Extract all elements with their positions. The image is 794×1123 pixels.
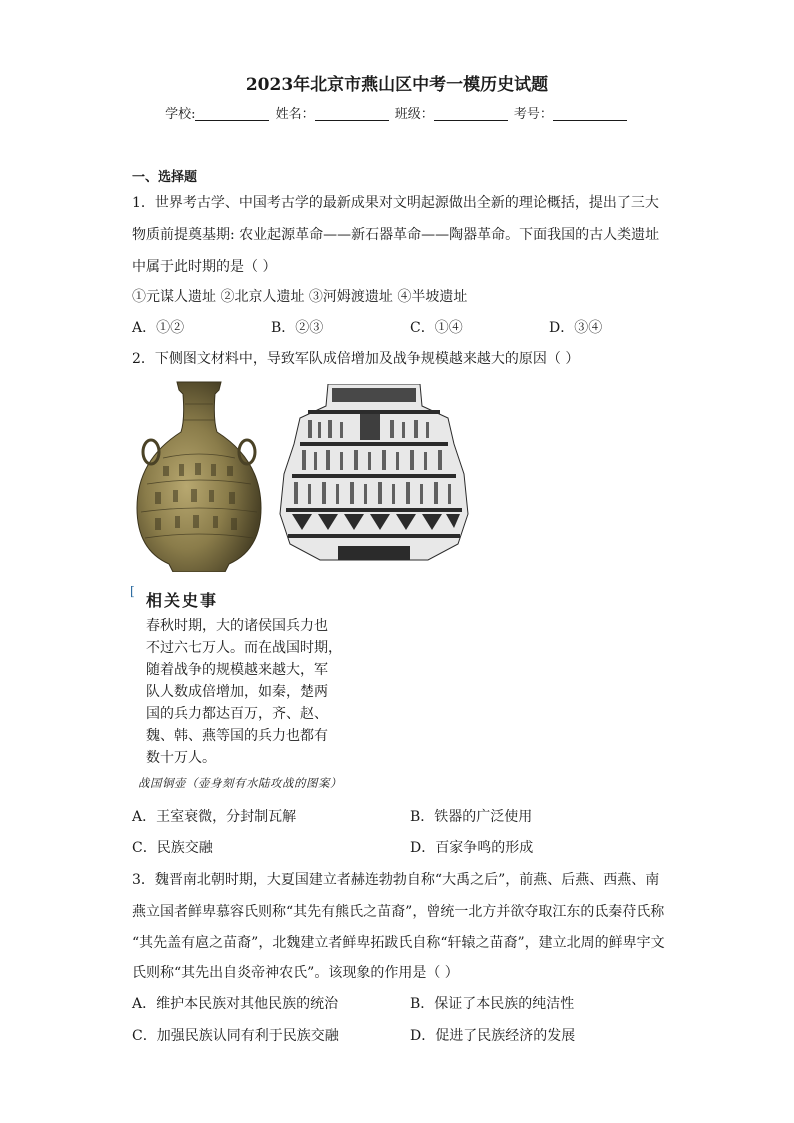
q2-option-a[interactable]: A．王室衰微，分封制瓦解: [132, 809, 297, 825]
sidebar-line-3: 随着战争的规模越来越大，军: [146, 662, 328, 678]
image-caption: 战国铜壶（壶身刻有水陆攻战的图案）: [138, 776, 342, 790]
q1-sites: ①元谋人遗址 ②北京人遗址 ③河姆渡遗址 ④半坡遗址: [132, 289, 468, 305]
number-field[interactable]: [553, 106, 627, 121]
sidebar-line-5: 国的兵力都达百万，齐、赵、: [146, 706, 328, 722]
name-field[interactable]: [315, 106, 389, 121]
q1-line-2: 物质前提奠基期: 农业起源革命——新石器革命——陶器革命。下面我国的古人类遗址: [132, 227, 660, 243]
q1-line-3: 中属于此时期的是（ ）: [132, 259, 277, 275]
sidebar-line-7: 数十万人。: [146, 750, 216, 766]
sidebar-line-2: 不过六七万人。而在战国时期，: [146, 640, 342, 656]
battle-pattern-image: [278, 384, 470, 568]
q3-line-4: 氏则称“其先出自炎帝神农氏”。该现象的作用是（ ）: [132, 965, 459, 981]
sidebar-title: 相关史事: [146, 591, 219, 610]
q1-line-1: 1．世界考古学、中国考古学的最新成果对文明起源做出全新的理论概括，提出了三大: [132, 195, 659, 211]
q3-line-2: 燕立国者鲜卑慕容氏则称“其先有熊氏之苗裔”，曾统一北方并欲夺取江东的氐秦苻氏称: [132, 904, 665, 920]
q3-option-b[interactable]: B．保证了本民族的纯洁性: [410, 996, 575, 1012]
q2-option-c[interactable]: C．民族交融: [132, 840, 213, 856]
q3-line-1: 3．魏晋南北朝时期，大夏国建立者赫连勃勃自称“大禹之后”，前燕、后燕、西燕、南: [132, 872, 660, 888]
sidebar-line-4: 队人数成倍增加，如秦，楚两: [146, 684, 328, 700]
q3-option-d[interactable]: D．促进了民族经济的发展: [410, 1028, 576, 1044]
class-label: 班级：: [394, 107, 434, 122]
number-label: 考号：: [513, 107, 553, 122]
bronze-vase-image: [133, 380, 265, 572]
section-title: 一、选择题: [132, 170, 198, 185]
q1-option-b[interactable]: B．②③: [271, 320, 324, 336]
class-field[interactable]: [434, 106, 508, 121]
page-title: 2023年北京市燕山区中考一模历史试题: [245, 75, 549, 95]
q2-option-b[interactable]: B．铁器的广泛使用: [410, 809, 533, 825]
q3-line-3: “其先盖有扈之苗裔”，北魏建立者鲜卑拓跋氏自称“轩辕之苗裔”，建立北周的鲜卑宇文: [132, 935, 665, 951]
q1-option-a[interactable]: A．①②: [132, 320, 185, 336]
q2-option-d[interactable]: D．百家争鸣的形成: [410, 840, 534, 856]
q1-option-d[interactable]: D．③④: [549, 320, 603, 336]
material-bracket: [: [130, 584, 135, 598]
school-label: 学校:: [165, 107, 196, 122]
q3-option-a[interactable]: A．维护本民族对其他民族的统治: [132, 996, 339, 1012]
q1-option-c[interactable]: C．①④: [410, 320, 463, 336]
student-info-row: [0, 103, 794, 122]
school-field[interactable]: [195, 106, 269, 121]
q2-stem: 2．下侧图文材料中，导致军队成倍增加及战争规模越来越大的原因（ ）: [132, 351, 580, 367]
sidebar-line-1: 春秋时期，大的诸侯国兵力也: [146, 618, 328, 634]
name-label: 姓名：: [275, 107, 315, 122]
sidebar-line-6: 魏、韩、燕等国的兵力也都有: [146, 728, 328, 744]
q3-option-c[interactable]: C．加强民族认同有利于民族交融: [132, 1028, 339, 1044]
